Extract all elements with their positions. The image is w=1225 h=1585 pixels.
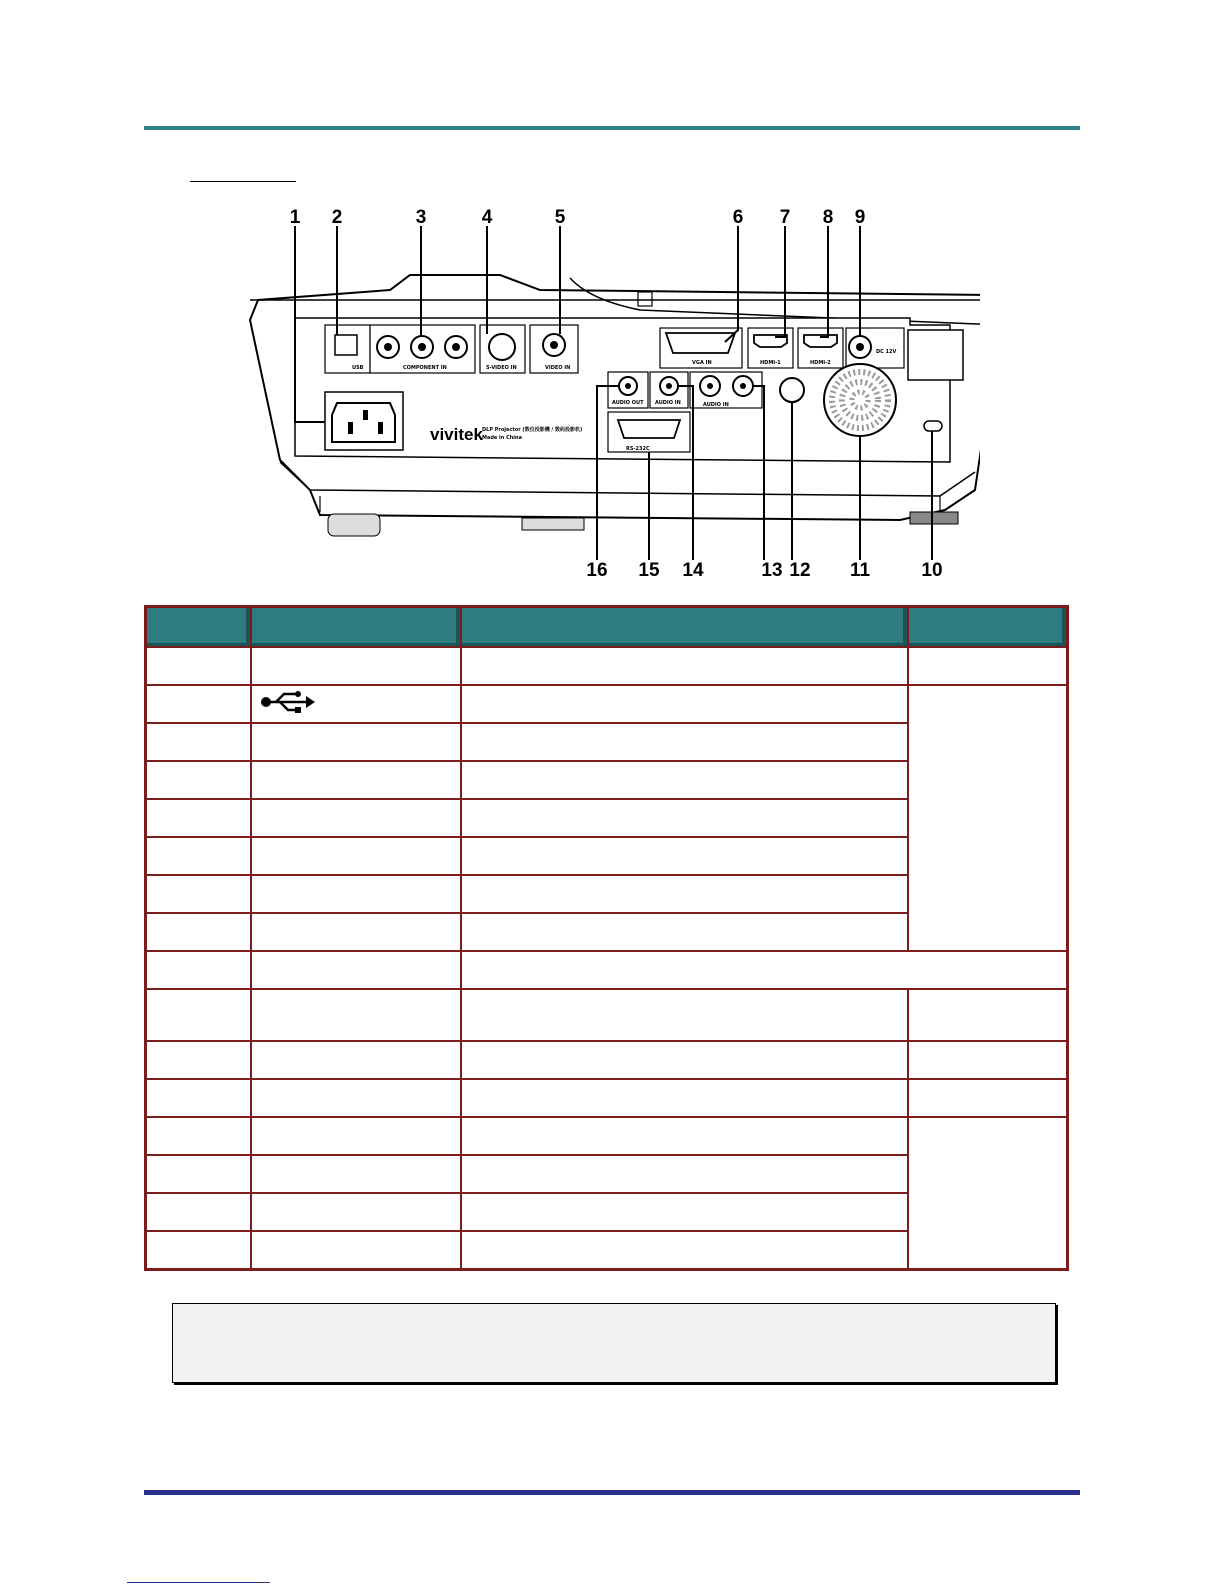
vga-panel-label: VGA IN [692, 360, 712, 366]
product-line-label: DLP Projector (数位投影機 / 数码投影机) [482, 427, 583, 433]
ports-table [144, 605, 1069, 1271]
table-row [146, 1117, 1068, 1155]
callout-2: 2 [331, 207, 343, 228]
callout-16: 16 [586, 560, 608, 581]
table-row [146, 989, 1068, 1041]
footer-rule [144, 1490, 1080, 1495]
component-panel-label: COMPONENT IN [403, 365, 447, 371]
callout-14: 14 [682, 560, 704, 581]
note-box [172, 1303, 1056, 1383]
made-in-label: Made in China [482, 435, 522, 441]
dc-panel-label: DC 12V [876, 349, 897, 355]
rear-panel-diagram [240, 200, 980, 585]
callout-12: 12 [789, 560, 811, 581]
header-number [146, 607, 251, 648]
audio-in-panel-label: AUDIO IN [655, 400, 681, 406]
table-row [146, 951, 1068, 989]
callout-3: 3 [415, 207, 427, 228]
table-row [146, 685, 1068, 723]
section-heading-underline [190, 181, 296, 182]
svideo-panel-label: S-VIDEO IN [486, 365, 517, 371]
callout-11: 11 [849, 560, 871, 581]
hdmi1-panel-label: HDMI-1 [760, 360, 781, 366]
rs232-panel-label: RS-232C [626, 446, 650, 452]
hdmi2-panel-label: HDMI-2 [810, 360, 831, 366]
usb-panel-label: USB [352, 365, 364, 371]
callout-4: 4 [481, 207, 493, 228]
header-description [461, 607, 908, 648]
callout-1: 1 [289, 207, 301, 228]
callout-9: 9 [854, 207, 866, 228]
header-label [251, 607, 461, 648]
table-row [146, 647, 1068, 685]
callout-7: 7 [779, 207, 791, 228]
table-row [146, 1041, 1068, 1079]
projector-rear-illustration [240, 200, 980, 585]
callout-6: 6 [732, 207, 744, 228]
footer-link-underline [127, 1582, 270, 1583]
table-header-row [146, 607, 1068, 648]
usb-icon [260, 690, 316, 714]
audio-in-lr-panel-label: AUDIO IN [703, 402, 729, 408]
callout-5: 5 [554, 207, 566, 228]
table-row [146, 1079, 1068, 1117]
brand-logo: vivitek [430, 425, 483, 444]
callout-15: 15 [638, 560, 660, 581]
header-rule [144, 126, 1080, 130]
callout-10: 10 [921, 560, 943, 581]
callout-13: 13 [761, 560, 783, 581]
audio-out-panel-label: AUDIO OUT [612, 400, 644, 406]
video-panel-label: VIDEO IN [545, 365, 571, 371]
callout-8: 8 [822, 207, 834, 228]
header-page [908, 607, 1068, 648]
